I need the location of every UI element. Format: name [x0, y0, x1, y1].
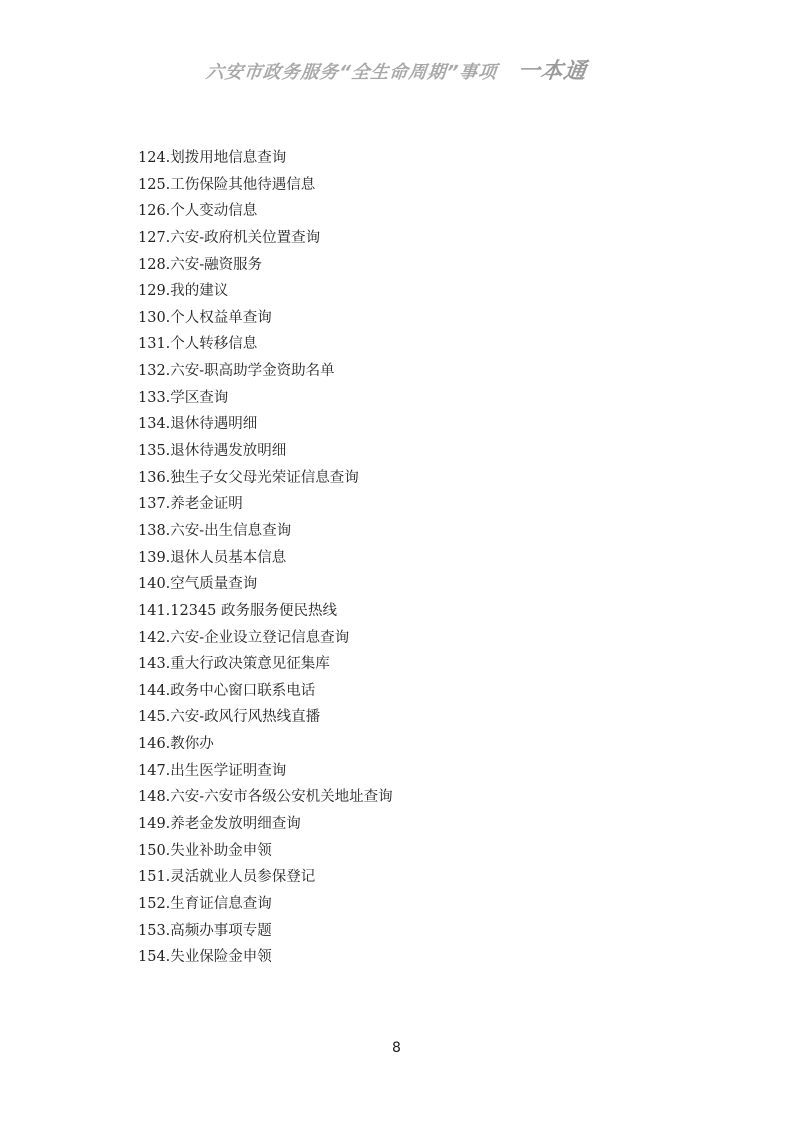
list-item: 141.12345 政务服务便民热线: [138, 602, 338, 619]
item-list: [138, 145, 393, 971]
list-item: 132.六安-职高助学金资助名单: [138, 363, 335, 380]
list-item: 149.养老金发放明细查询: [138, 816, 301, 833]
list-item: 135.退休待遇发放明细: [138, 443, 287, 460]
list-item: 143.重大行政决策意见征集库: [138, 656, 330, 673]
list-item: 137.养老金证明: [138, 496, 243, 513]
list-item: 150.失业补助金申领: [138, 842, 272, 859]
list-item: 138.六安-出生信息查询: [138, 522, 292, 539]
list-item: 147.出生医学证明查询: [138, 762, 287, 779]
list-item: 125.工伤保险其他待遇信息: [138, 176, 316, 193]
list-item: 134.退休待遇明细: [138, 416, 258, 433]
list-item: 144.政务中心窗口联系电话: [138, 682, 316, 699]
list-item: 146.教你办: [138, 736, 214, 753]
list-item: 140.空气质量查询: [138, 576, 258, 593]
list-item: 145.六安-政风行风热线直播: [138, 709, 321, 726]
header-title: 六安市政务服务“全生命周期”事项: [205, 62, 499, 83]
list-item: 152.生育证信息查询: [138, 895, 272, 912]
list-item: 127.六安-政府机关位置查询: [138, 229, 321, 246]
list-item: 126.个人变动信息: [138, 203, 258, 220]
list-item: 154.失业保险金申领: [138, 949, 272, 966]
list-item: 153.高频办事项专题: [138, 922, 272, 939]
list-item: 129.我的建议: [138, 283, 229, 300]
header-brand: 一本通: [515, 59, 589, 84]
list-item: 130.个人权益单查询: [138, 309, 272, 326]
list-item: 139.退休人员基本信息: [138, 549, 287, 566]
list-item: 128.六安-融资服务: [138, 256, 263, 273]
list-item: 136.独生子女父母光荣证信息查询: [138, 469, 359, 486]
list-item: 131.个人转移信息: [138, 336, 258, 353]
list-item: 142.六安-企业设立登记信息查询: [138, 629, 350, 646]
page-header: [0, 54, 793, 85]
list-item: 148.六安-六安市各级公安机关地址查询: [138, 789, 393, 806]
page-number: 8: [392, 1040, 401, 1056]
list-item: 124.划拨用地信息查询: [138, 150, 287, 166]
list-item: 151.灵活就业人员参保登记: [138, 869, 316, 886]
list-item: 133.学区查询: [138, 389, 229, 406]
